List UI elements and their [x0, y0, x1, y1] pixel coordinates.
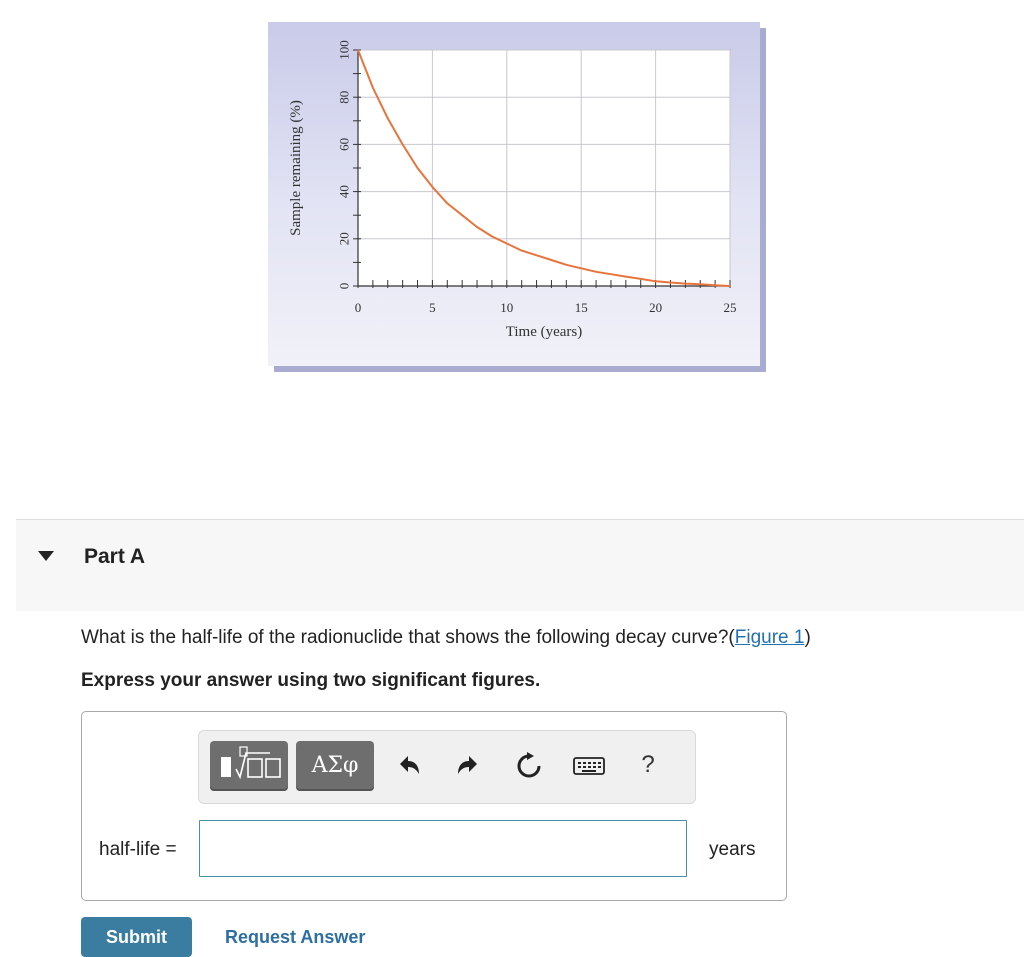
half-life-label: half-life =	[99, 839, 177, 860]
help-button[interactable]: ?	[641, 751, 655, 778]
keyboard-icon[interactable]	[572, 750, 606, 782]
decay-figure	[268, 22, 760, 366]
answer-instruction: Express your answer using two significant figures.	[81, 670, 541, 691]
x-tick-label: 0	[354, 300, 362, 315]
x-axis-label: Time (years)	[505, 324, 583, 340]
y-tick-label: 40	[336, 185, 352, 199]
unit-label: years	[709, 839, 756, 860]
figure-link[interactable]: Figure 1	[734, 627, 805, 648]
x-tick-label: 5	[429, 300, 436, 315]
redo-icon[interactable]	[453, 750, 485, 782]
question-body: What is the half-life of the radionuclide that shows the following decay curve?(	[81, 627, 735, 648]
question-text	[81, 627, 811, 649]
part-title: Part A	[84, 545, 146, 568]
reset-icon[interactable]	[513, 750, 545, 782]
y-axis-label: Sample remaining (%)	[288, 100, 304, 236]
y-tick-label: 60	[336, 137, 352, 151]
decay-chart	[268, 22, 760, 366]
y-tick-label: 0	[336, 282, 352, 290]
templates-button[interactable]	[210, 741, 288, 791]
x-tick-label: 10	[500, 300, 514, 315]
y-tick-label: 20	[336, 232, 352, 246]
question-suffix: )	[804, 627, 811, 648]
y-tick-label: 80	[336, 90, 352, 104]
templates-icon	[210, 741, 288, 791]
collapse-toggle-icon[interactable]	[38, 551, 54, 561]
part-header	[16, 519, 1024, 611]
undo-icon[interactable]	[392, 750, 424, 782]
symbols-button[interactable]	[296, 741, 374, 791]
plot-area	[358, 50, 730, 286]
x-tick-label: 20	[649, 300, 663, 315]
x-tick-label: 25	[723, 300, 737, 315]
symbols-button-label: ΑΣφ	[311, 753, 359, 778]
x-tick-label: 15	[574, 300, 588, 315]
chart-grid	[358, 50, 730, 286]
half-life-input[interactable]	[199, 820, 687, 877]
request-answer-link[interactable]: Request Answer	[225, 927, 366, 947]
y-tick-label: 100	[336, 40, 352, 60]
submit-button[interactable]: Submit	[81, 917, 192, 957]
